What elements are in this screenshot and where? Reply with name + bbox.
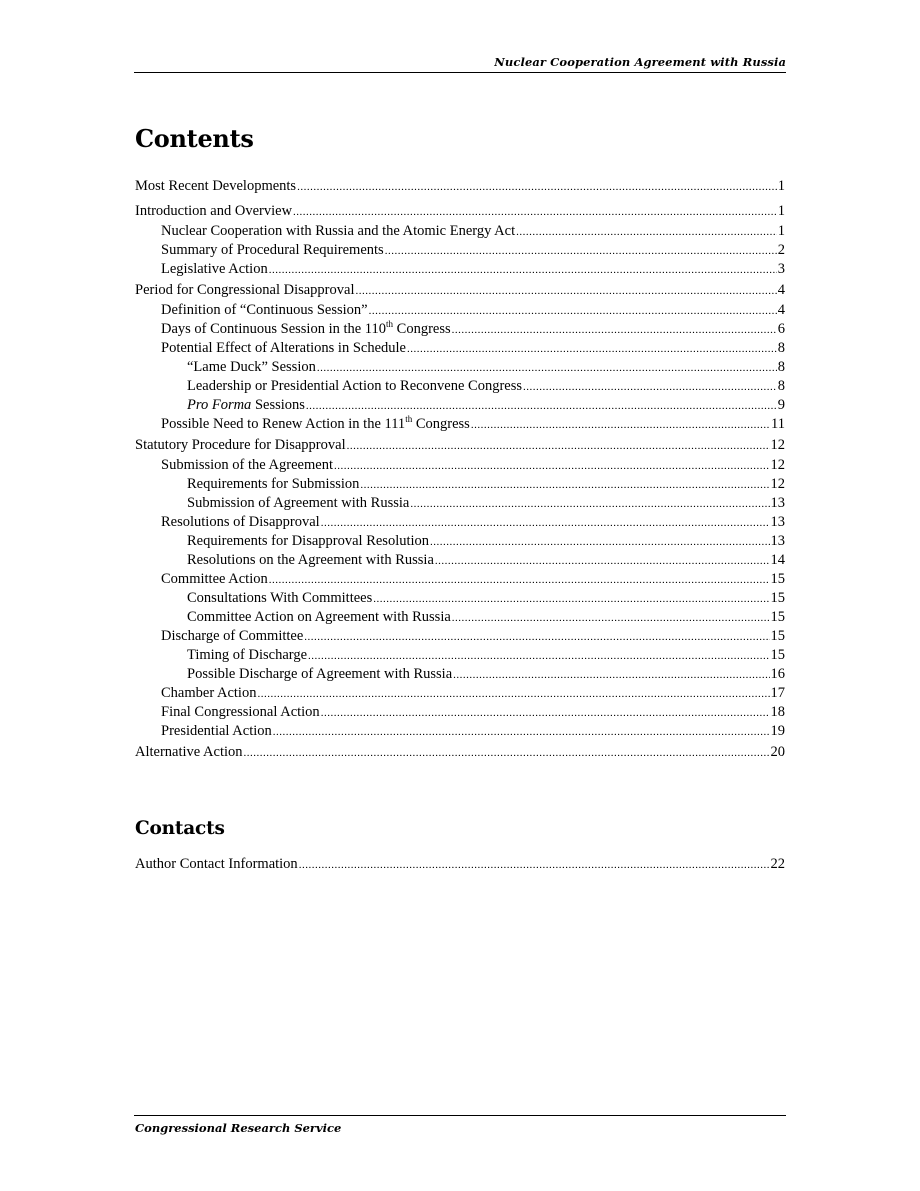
toc-entry-text: Legislative Action: [161, 261, 268, 277]
toc-entry-introduction-and-overview[interactable]: [135, 200, 785, 222]
toc-entry-most-recent-developments[interactable]: [135, 175, 785, 197]
dot-leader: [410, 494, 769, 513]
dot-leader: [516, 222, 777, 241]
toc-page-number: 13: [770, 533, 785, 549]
toc-entry-statutory-procedure-for-disapproval[interactable]: [135, 434, 785, 456]
dot-leader: [471, 415, 770, 434]
dot-leader: [306, 396, 777, 415]
toc-entry-text: Final Congressional Action: [161, 704, 320, 720]
toc-entry-text: Submission of Agreement with Russia: [187, 495, 410, 511]
ordinal-suffix: th: [405, 415, 413, 424]
toc-entry-text: Resolutions on the Agreement with Russia: [187, 552, 434, 568]
toc-entry-text: Submission of the Agreement: [161, 457, 333, 473]
toc-entry-leadership-or-presidential-action[interactable]: [135, 377, 785, 396]
toc-entry-text: Most Recent Developments: [135, 178, 297, 194]
toc-entry-summary-of-procedural-requirements[interactable]: [135, 241, 785, 260]
toc-entry-alternative-action[interactable]: [135, 741, 785, 763]
toc-entry-text: Summary of Procedural Requirements: [161, 242, 384, 258]
toc-entry-text: Author Contact Information: [135, 856, 298, 872]
toc-page-number: 4: [777, 302, 785, 318]
toc-entry-text: Timing of Discharge: [187, 647, 308, 663]
toc-page-number: 16: [770, 666, 785, 682]
toc-page-number: 12: [770, 476, 785, 492]
dot-leader: [304, 627, 769, 646]
toc-page-number: 1: [777, 223, 785, 239]
toc-page-number: 17: [770, 685, 785, 701]
toc-entry-text: Possible Discharge of Agreement with Russia: [187, 666, 453, 682]
toc-entry-text-part: Congress: [393, 321, 451, 337]
toc-entry-text: Discharge of Committee: [161, 628, 304, 644]
toc-page-number: 13: [770, 514, 785, 530]
toc-page-number: 15: [770, 647, 785, 663]
toc-page-number: 18: [770, 704, 785, 720]
running-header: Nuclear Cooperation Agreement with Russia: [494, 55, 786, 69]
dot-leader: [430, 532, 769, 551]
toc-entry-text-italic: Pro Forma: [187, 397, 252, 413]
dot-leader: [452, 320, 777, 339]
toc-page-number: 12: [770, 437, 785, 453]
dot-leader: [452, 608, 770, 627]
dot-leader: [407, 339, 777, 358]
dot-leader: [369, 301, 777, 320]
toc-entry-consultations-with-committees[interactable]: [135, 589, 785, 608]
dot-leader: [385, 241, 777, 260]
toc-entry-text: Nuclear Cooperation with Russia and the Atomic Energy Act: [161, 223, 516, 239]
toc-entry-possible-need-to-renew-action[interactable]: [135, 415, 785, 434]
contacts-title: Contacts: [135, 818, 225, 839]
toc-entry-text: Potential Effect of Alterations in Schedule: [161, 340, 406, 356]
toc-entry-text-part: Days of Continuous Session in the 110: [161, 321, 387, 337]
toc-entry-requirements-for-submission[interactable]: [135, 475, 785, 494]
toc-page-number: 15: [770, 571, 785, 587]
toc-page-number: 6: [777, 321, 785, 337]
toc-page-number: 13: [770, 495, 785, 511]
toc-entry-submission-of-the-agreement[interactable]: [135, 456, 785, 475]
toc-entry-chamber-action[interactable]: [135, 684, 785, 703]
toc-entry-discharge-of-committee[interactable]: [135, 627, 785, 646]
toc-entry-text: Chamber Action: [161, 685, 257, 701]
toc-entry-pro-forma-sessions[interactable]: [135, 396, 785, 415]
toc-entry-days-of-continuous-session[interactable]: [135, 320, 785, 339]
toc-page-number: 12: [770, 457, 785, 473]
toc-entry-text: Presidential Action: [161, 723, 272, 739]
dot-leader: [523, 377, 777, 396]
toc-entry-nuclear-cooperation-with-russia[interactable]: [135, 222, 785, 241]
toc-page-number: 8: [777, 378, 785, 394]
toc-entry-text: Consultations With Committees: [187, 590, 373, 606]
toc-entry-requirements-for-disapproval-resolution[interactable]: [135, 532, 785, 551]
toc-entry-text: Requirements for Disapproval Resolution: [187, 533, 430, 549]
toc-page-number: 14: [770, 552, 785, 568]
toc-page-number: 3: [777, 261, 785, 277]
dot-leader: [273, 722, 770, 741]
toc-entry-timing-of-discharge[interactable]: [135, 646, 785, 665]
dot-leader: [293, 200, 777, 222]
running-footer: Congressional Research Service: [135, 1121, 342, 1135]
toc-entry-lame-duck-session[interactable]: [135, 358, 785, 377]
dot-leader: [334, 456, 770, 475]
dot-leader: [373, 589, 769, 608]
dot-leader: [360, 475, 769, 494]
dot-leader: [299, 853, 770, 875]
toc-entry-legislative-action[interactable]: [135, 260, 785, 279]
header-rule: [134, 72, 786, 73]
dot-leader: [355, 279, 776, 301]
toc-entry-final-congressional-action[interactable]: [135, 703, 785, 722]
toc-entry-text-part: Congress: [412, 416, 470, 432]
toc-entry-resolutions-of-disapproval[interactable]: [135, 513, 785, 532]
toc-entry-definition-of-continuous-session[interactable]: [135, 301, 785, 320]
toc-entry-text-part: Sessions: [251, 397, 305, 413]
toc-entry-text: Introduction and Overview: [135, 203, 293, 219]
toc-entry-committee-action[interactable]: [135, 570, 785, 589]
dot-leader: [321, 703, 770, 722]
toc-entry-text-part: Possible Need to Renew Action in the 111: [161, 416, 406, 432]
toc-entry-text: Resolutions of Disapproval: [161, 514, 320, 530]
toc-entry-text: Committee Action: [161, 571, 268, 587]
toc-entry-text: Statutory Procedure for Disapproval: [135, 437, 346, 453]
dot-leader: [269, 260, 777, 279]
contacts-list: [135, 853, 785, 875]
toc-page-number: 8: [777, 340, 785, 356]
toc-entry-text: [187, 396, 305, 415]
toc-page-number: 15: [770, 590, 785, 606]
toc-entry-committee-action-on-agreement[interactable]: [135, 608, 785, 627]
table-of-contents: [135, 175, 785, 763]
toc-page-number: 15: [770, 628, 785, 644]
toc-entry-author-contact-information[interactable]: [135, 853, 785, 875]
toc-page-number: 1: [777, 178, 785, 194]
toc-entry-submission-of-agreement-with-russia[interactable]: [135, 494, 785, 513]
toc-page-number: 9: [777, 397, 785, 413]
toc-page-number: 8: [777, 359, 785, 375]
toc-entry-text: Requirements for Submission: [187, 476, 360, 492]
dot-leader: [317, 358, 777, 377]
toc-entry-text: [161, 320, 451, 339]
toc-page-number: 22: [770, 856, 785, 872]
toc-page-number: 2: [777, 242, 785, 258]
toc-page-number: 11: [771, 416, 785, 432]
dot-leader: [269, 570, 770, 589]
toc-entry-resolutions-on-the-agreement[interactable]: [135, 551, 785, 570]
dot-leader: [297, 175, 777, 197]
toc-page-number: 15: [770, 609, 785, 625]
dot-leader: [347, 434, 770, 456]
toc-entry-text: Leadership or Presidential Action to Reconvene Congress: [187, 378, 523, 394]
toc-entry-possible-discharge-of-agreement[interactable]: [135, 665, 785, 684]
dot-leader: [453, 665, 769, 684]
toc-entry-text: Committee Action on Agreement with Russia: [187, 609, 451, 625]
ordinal-suffix: th: [386, 320, 394, 329]
contents-title: Contents: [135, 124, 254, 153]
toc-entry-potential-effect-of-alterations[interactable]: [135, 339, 785, 358]
toc-entry-text: “Lame Duck” Session: [187, 359, 316, 375]
dot-leader: [244, 741, 770, 763]
footer-rule: [134, 1115, 786, 1116]
toc-page-number: 19: [770, 723, 785, 739]
toc-page-number: 4: [777, 282, 785, 298]
toc-entry-text: [161, 415, 470, 434]
toc-entry-presidential-action[interactable]: [135, 722, 785, 741]
dot-leader: [435, 551, 770, 570]
toc-page-number: 20: [770, 744, 785, 760]
toc-page-number: 1: [777, 203, 785, 219]
toc-entry-text: Alternative Action: [135, 744, 243, 760]
toc-entry-text: Period for Congressional Disapproval: [135, 282, 355, 298]
dot-leader: [321, 513, 770, 532]
dot-leader: [257, 684, 769, 703]
toc-entry-text: Definition of “Continuous Session”: [161, 302, 368, 318]
dot-leader: [308, 646, 769, 665]
toc-entry-period-for-congressional-disapproval[interactable]: [135, 279, 785, 301]
